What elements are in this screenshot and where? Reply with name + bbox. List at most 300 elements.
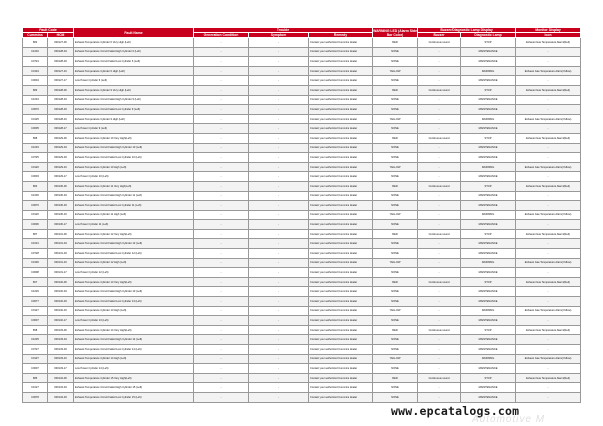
cell-hcm-code: 000127-00 (48, 38, 74, 48)
cell-generation-condition: - (194, 85, 249, 95)
cell-remedy: Contact your authorized Cummins dealer (309, 47, 373, 57)
table-row (23, 66, 581, 76)
header-diagnostic-lamp: Diagnostic Lamp (461, 33, 516, 38)
cell-fault-name: Exhaust Temperature Cylinder 13 Very High(Left) (74, 277, 194, 287)
cell-remedy: Contact your authorized Cummins dealer (309, 297, 373, 307)
cell-fault-name: Exhaust Temperature Circuit Failed High Cylinder 15 (Left) (74, 383, 194, 393)
cell-remedy: Contact your authorized Cummins dealer (309, 201, 373, 211)
cell-cummins-code: C0127 (23, 306, 48, 316)
cell-fault-name: Exhaust Temperature Cylinder 14 High (Left) (74, 354, 194, 364)
cell-cummins-code: C1026 (23, 287, 48, 297)
cell-monitor-icon: - (516, 239, 581, 249)
cell-fault-name: Exhaust Temperature Cylinder 11 Very High(Left) (74, 181, 194, 191)
table-row (23, 220, 581, 230)
table-row (23, 335, 581, 345)
cell-remedy: Contact your authorized Cummins dealer (309, 229, 373, 239)
cell-cummins-code: C0676 (23, 201, 48, 211)
cell-symptom: - (249, 191, 309, 201)
cell-diagnostic-lamp: MAINTENANCE (461, 124, 516, 134)
table-row (23, 57, 581, 67)
cell-warning-led: NONE (373, 95, 418, 105)
cell-fault-name: Exhaust Temperature Circuit Failed High Cylinder 11 (Left) (74, 191, 194, 201)
cell-warning-led: NONE (373, 392, 418, 402)
cell-cummins-code: C0126 (23, 210, 48, 220)
cell-diagnostic-lamp: MAINTENANCE (461, 392, 516, 402)
cell-symptom: - (249, 345, 309, 355)
cell-warning-led: NONE (373, 345, 418, 355)
cell-buzzer: - (418, 316, 461, 326)
header-warning-led: WARNING LED (Alarm Side Bar Color) (373, 28, 417, 37)
cell-diagnostic-lamp: MAINTENANCE (461, 383, 516, 393)
table-row (23, 95, 581, 105)
cell-fault-name: Low Power Cylinder 10 (Left) (74, 172, 194, 182)
cell-warning-led: NONE (373, 268, 418, 278)
cell-diagnostic-lamp: MAINTENANCE (461, 335, 516, 345)
cell-monitor-icon: - (516, 364, 581, 374)
cell-remedy: Contact your authorized Cummins dealer (309, 124, 373, 134)
cell-generation-condition: - (194, 162, 249, 172)
cell-hcm-code: 000132-00 (48, 277, 74, 287)
cell-diagnostic-lamp: MAINTENANCE (461, 76, 516, 86)
table-row (23, 114, 581, 124)
cell-diagnostic-lamp: STOP (461, 85, 516, 95)
cell-warning-led: NONE (373, 57, 418, 67)
cell-hcm-code: 000130-17 (48, 220, 74, 230)
cell-generation-condition: - (194, 143, 249, 153)
cell-hcm-code: 000133-00 (48, 325, 74, 335)
table-body (23, 38, 581, 403)
cell-symptom: - (249, 258, 309, 268)
cell-symptom: - (249, 85, 309, 95)
cell-buzzer: - (418, 383, 461, 393)
cell-hcm-code: 000129-17 (48, 172, 74, 182)
cell-warning-led: NONE (373, 316, 418, 326)
cell-cummins-code: C0606 (23, 220, 48, 230)
table-row (23, 325, 581, 335)
header-fault-code: Fault Code (23, 28, 74, 33)
cell-warning-led: RED (373, 181, 418, 191)
cell-generation-condition: - (194, 47, 249, 57)
cell-buzzer: - (418, 220, 461, 230)
cell-symptom: - (249, 392, 309, 402)
table-row (23, 316, 581, 326)
cell-monitor-icon: Exhaust Gas Temperature Alarm(Red) (516, 373, 581, 383)
cell-monitor-icon: Exhaust Gas Temperature Alarm(Yellow) (516, 162, 581, 172)
cell-diagnostic-lamp: WARNING (461, 210, 516, 220)
cell-cummins-code: 683 (23, 85, 48, 95)
cell-warning-led: NONE (373, 124, 418, 134)
cell-cummins-code: C1027 (23, 383, 48, 393)
table-row (23, 239, 581, 249)
table-row (23, 105, 581, 115)
header-remedy: Remedy (309, 33, 373, 38)
cell-generation-condition: - (194, 392, 249, 402)
header-buzzer: Buzzer (418, 33, 461, 38)
cell-diagnostic-lamp: STOP (461, 373, 516, 383)
cell-monitor-icon: Exhaust Gas Temperature Alarm(Yellow) (516, 354, 581, 364)
cell-buzzer: - (418, 364, 461, 374)
table-row (23, 181, 581, 191)
cell-buzzer: - (418, 105, 461, 115)
cell-warning-led: NONE (373, 220, 418, 230)
cell-generation-condition: - (194, 364, 249, 374)
cell-hcm-code: 000132-03 (48, 297, 74, 307)
cell-generation-condition: - (194, 297, 249, 307)
cell-remedy: Contact your authorized Cummins dealer (309, 364, 373, 374)
cell-fault-name: Exhaust Temperature Cylinder 9 High (Left) (74, 114, 194, 124)
cell-monitor-icon: - (516, 105, 581, 115)
cell-buzzer: - (418, 268, 461, 278)
cell-cummins-code: C0608 (23, 268, 48, 278)
cell-generation-condition: - (194, 57, 249, 67)
cell-cummins-code: C0134 (23, 66, 48, 76)
cell-remedy: Contact your authorized Cummins dealer (309, 57, 373, 67)
cell-generation-condition: - (194, 153, 249, 163)
cell-symptom: - (249, 354, 309, 364)
cell-hcm-code: 000131-16 (48, 258, 74, 268)
cell-warning-led: NONE (373, 239, 418, 249)
cell-fault-name: Low Power Cylinder 6 (Left) (74, 76, 194, 86)
cell-symptom: - (249, 172, 309, 182)
cell-buzzer: - (418, 57, 461, 67)
cell-cummins-code: C1035 (23, 335, 48, 345)
cell-hcm-code: 000129-04 (48, 143, 74, 153)
cell-remedy: Contact your authorized Cummins dealer (309, 220, 373, 230)
cell-generation-condition: - (194, 354, 249, 364)
cell-generation-condition: - (194, 201, 249, 211)
cell-warning-led: NONE (373, 172, 418, 182)
cell-fault-name: Exhaust Temperature Circuit Failed Low Cylinder 14 (Left) (74, 345, 194, 355)
cell-fault-name: Exhaust Temperature Circuit Failed Low Cylinder 11 (Left) (74, 201, 194, 211)
cell-buzzer: - (418, 172, 461, 182)
cell-warning-led: NONE (373, 249, 418, 259)
cell-warning-led: YELLOW (373, 66, 418, 76)
cell-symptom: - (249, 95, 309, 105)
cell-generation-condition: - (194, 287, 249, 297)
cell-symptom: - (249, 229, 309, 239)
cell-symptom: - (249, 66, 309, 76)
cell-diagnostic-lamp: MAINTENANCE (461, 268, 516, 278)
cell-warning-led: NONE (373, 335, 418, 345)
cell-cummins-code: C0607 (23, 316, 48, 326)
cell-generation-condition: - (194, 258, 249, 268)
cell-monitor-icon: Exhaust Gas Temperature Alarm(Yellow) (516, 306, 581, 316)
cell-remedy: Contact your authorized Cummins dealer (309, 345, 373, 355)
cell-symptom: - (249, 325, 309, 335)
cell-buzzer: - (418, 354, 461, 364)
cell-hcm-code: 000128-03 (48, 105, 74, 115)
cell-fault-name: Exhaust Temperature Circuit Failed High Cylinder 6 (Left) (74, 47, 194, 57)
table-row (23, 306, 581, 316)
cell-fault-name: Exhaust Temperature Cylinder 6 Very High (Left) (74, 38, 194, 48)
table-row (23, 373, 581, 383)
cell-monitor-icon: Exhaust Gas Temperature Alarm(Red) (516, 229, 581, 239)
cell-symptom: - (249, 364, 309, 374)
cell-cummins-code: 658 (23, 325, 48, 335)
cell-remedy: Contact your authorized Cummins dealer (309, 373, 373, 383)
cell-hcm-code: 000129-03 (48, 153, 74, 163)
table-row (23, 287, 581, 297)
fault-code-table (22, 27, 581, 403)
cell-remedy: Contact your authorized Cummins dealer (309, 258, 373, 268)
cell-diagnostic-lamp: STOP (461, 38, 516, 48)
cell-buzzer: - (418, 297, 461, 307)
cell-diagnostic-lamp: WARNING (461, 306, 516, 316)
cell-remedy: Contact your authorized Cummins dealer (309, 153, 373, 163)
cell-symptom: - (249, 114, 309, 124)
cell-symptom: - (249, 47, 309, 57)
cell-symptom: - (249, 220, 309, 230)
cell-symptom: - (249, 316, 309, 326)
cell-hcm-code: 000133-17 (48, 364, 74, 374)
cell-warning-led: RED (373, 373, 418, 383)
cell-fault-name: Exhaust Temperature Circuit Failed Low Cylinder 9 (Left) (74, 105, 194, 115)
cell-cummins-code: C1031 (23, 239, 48, 249)
cell-symptom: - (249, 210, 309, 220)
header-monitor-display: Monitor Display (516, 28, 581, 33)
cell-diagnostic-lamp: STOP (461, 325, 516, 335)
cell-generation-condition: - (194, 66, 249, 76)
cell-buzzer: - (418, 143, 461, 153)
cell-buzzer: Continuous sound (418, 373, 461, 383)
cell-symptom: - (249, 105, 309, 115)
cell-symptom: - (249, 277, 309, 287)
cell-cummins-code: C0725 (23, 153, 48, 163)
cell-monitor-icon: Exhaust Gas Temperature Alarm(Red) (516, 85, 581, 95)
cell-diagnostic-lamp: MAINTENANCE (461, 172, 516, 182)
cell-hcm-code: 000134-03 (48, 392, 74, 402)
cell-warning-led: NONE (373, 297, 418, 307)
cell-generation-condition: - (194, 38, 249, 48)
cell-monitor-icon: - (516, 316, 581, 326)
cell-cummins-code: C1030 (23, 191, 48, 201)
cell-hcm-code: 000129-16 (48, 162, 74, 172)
cell-buzzer: Continuous sound (418, 229, 461, 239)
cell-buzzer: - (418, 201, 461, 211)
table-header (23, 28, 581, 38)
cell-monitor-icon: - (516, 95, 581, 105)
cell-buzzer: Continuous sound (418, 325, 461, 335)
cell-buzzer: Continuous sound (418, 38, 461, 48)
table-row (23, 345, 581, 355)
cell-generation-condition: - (194, 373, 249, 383)
cell-fault-name: Low Power Cylinder 14 (Left) (74, 364, 194, 374)
cell-cummins-code: C1033 (23, 143, 48, 153)
cell-fault-name: Exhaust Temperature Cylinder 12 High (Left) (74, 258, 194, 268)
cell-buzzer: - (418, 345, 461, 355)
cell-monitor-icon: - (516, 172, 581, 182)
cell-monitor-icon: Exhaust Gas Temperature Alarm(Red) (516, 38, 581, 48)
cell-warning-led: YELLOW (373, 354, 418, 364)
cell-generation-condition: - (194, 345, 249, 355)
cell-hcm-code: 000131-04 (48, 239, 74, 249)
table-row (23, 354, 581, 364)
cell-generation-condition: - (194, 181, 249, 191)
cell-fault-name: Exhaust Temperature Circuit Failed Low Cylinder 6 (Left) (74, 57, 194, 67)
cell-diagnostic-lamp: MAINTENANCE (461, 201, 516, 211)
cell-remedy: Contact your authorized Cummins dealer (309, 172, 373, 182)
table-row (23, 364, 581, 374)
cell-fault-name: Exhaust Temperature Circuit Failed High Cylinder 10 (Left) (74, 143, 194, 153)
cell-diagnostic-lamp: MAINTENANCE (461, 191, 516, 201)
cell-buzzer: Continuous sound (418, 181, 461, 191)
cell-remedy: Contact your authorized Cummins dealer (309, 210, 373, 220)
cell-remedy: Contact your authorized Cummins dealer (309, 76, 373, 86)
cell-warning-led: NONE (373, 287, 418, 297)
cell-monitor-icon: - (516, 220, 581, 230)
cell-fault-name: Exhaust Temperature Cylinder 11 High (Left) (74, 210, 194, 220)
cell-hcm-code: 000133-04 (48, 335, 74, 345)
cell-fault-name: Exhaust Temperature Cylinder 9 Very High (Left) (74, 85, 194, 95)
cell-warning-led: YELLOW (373, 162, 418, 172)
cell-monitor-icon: - (516, 47, 581, 57)
cell-hcm-code: 000130-04 (48, 191, 74, 201)
cell-generation-condition: - (194, 268, 249, 278)
cell-warning-led: YELLOW (373, 210, 418, 220)
cell-symptom: - (249, 249, 309, 259)
cell-diagnostic-lamp: WARNING (461, 66, 516, 76)
cell-remedy: Contact your authorized Cummins dealer (309, 239, 373, 249)
cell-warning-led: NONE (373, 105, 418, 115)
table-row (23, 249, 581, 259)
cell-remedy: Contact your authorized Cummins dealer (309, 105, 373, 115)
cell-remedy: Contact your authorized Cummins dealer (309, 392, 373, 402)
cell-remedy: Contact your authorized Cummins dealer (309, 268, 373, 278)
cell-cummins-code: C0604 (23, 76, 48, 86)
cell-buzzer: Continuous sound (418, 277, 461, 287)
footer-url: www.epcatalogs.com (391, 404, 520, 418)
table-row (23, 133, 581, 143)
cell-buzzer: - (418, 47, 461, 57)
cell-symptom: - (249, 306, 309, 316)
cell-hcm-code: 000133-16 (48, 354, 74, 364)
cell-monitor-icon: Exhaust Gas Temperature Alarm(Red) (516, 325, 581, 335)
cell-symptom: - (249, 181, 309, 191)
cell-generation-condition: - (194, 124, 249, 134)
cell-generation-condition: - (194, 172, 249, 182)
cell-symptom: - (249, 335, 309, 345)
cell-remedy: Contact your authorized Cummins dealer (309, 181, 373, 191)
cell-symptom: - (249, 373, 309, 383)
cell-remedy: Contact your authorized Cummins dealer (309, 277, 373, 287)
cell-hcm-code: 000134-00 (48, 373, 74, 383)
cell-remedy: Contact your authorized Cummins dealer (309, 66, 373, 76)
cell-cummins-code: C0605 (23, 124, 48, 134)
cell-hcm-code: 000128-04 (48, 47, 74, 57)
cell-diagnostic-lamp: MAINTENANCE (461, 287, 516, 297)
cell-fault-name: Low Power Cylinder 9 (Left) (74, 124, 194, 134)
cell-cummins-code: C0603 (23, 172, 48, 182)
cell-monitor-icon: - (516, 191, 581, 201)
cell-remedy: Contact your authorized Cummins dealer (309, 85, 373, 95)
table-row (23, 201, 581, 211)
cell-warning-led: NONE (373, 191, 418, 201)
cell-warning-led: NONE (373, 153, 418, 163)
cell-hcm-code: 000128-16 (48, 114, 74, 124)
cell-diagnostic-lamp: MAINTENANCE (461, 249, 516, 259)
cell-remedy: Contact your authorized Cummins dealer (309, 354, 373, 364)
cell-fault-name: Exhaust Temperature Cylinder 13 High (Left) (74, 306, 194, 316)
cell-warning-led: YELLOW (373, 258, 418, 268)
cell-warning-led: RED (373, 229, 418, 239)
cell-monitor-icon: - (516, 124, 581, 134)
cell-generation-condition: - (194, 95, 249, 105)
header-trouble: Trouble (194, 28, 373, 33)
cell-fault-name: Exhaust Temperature Circuit Failed High Cylinder 9 (Left) (74, 95, 194, 105)
cell-fault-name: Exhaust Temperature Cylinder 12 Very High(Left) (74, 229, 194, 239)
cell-remedy: Contact your authorized Cummins dealer (309, 143, 373, 153)
cell-warning-led: RED (373, 133, 418, 143)
cell-diagnostic-lamp: MAINTENANCE (461, 153, 516, 163)
cell-generation-condition: - (194, 191, 249, 201)
cell-cummins-code: C0137 (23, 354, 48, 364)
cell-diagnostic-lamp: MAINTENANCE (461, 316, 516, 326)
cell-cummins-code: 684 (23, 181, 48, 191)
cell-remedy: Contact your authorized Cummins dealer (309, 114, 373, 124)
cell-diagnostic-lamp: MAINTENANCE (461, 95, 516, 105)
table-row (23, 229, 581, 239)
table-row (23, 38, 581, 48)
header-symptom: Symptom (249, 33, 309, 38)
cell-hcm-code: 000128-17 (48, 124, 74, 134)
cell-warning-led: RED (373, 38, 418, 48)
cell-remedy: Contact your authorized Cummins dealer (309, 335, 373, 345)
cell-diagnostic-lamp: MAINTENANCE (461, 143, 516, 153)
cell-hcm-code: 000130-03 (48, 201, 74, 211)
cell-symptom: - (249, 297, 309, 307)
cell-cummins-code: C0607 (23, 364, 48, 374)
cell-diagnostic-lamp: STOP (461, 277, 516, 287)
header-hcm: HCM (48, 33, 74, 38)
cell-remedy: Contact your authorized Cummins dealer (309, 191, 373, 201)
table-row (23, 277, 581, 287)
cell-monitor-icon: - (516, 57, 581, 67)
cell-diagnostic-lamp: STOP (461, 133, 516, 143)
header-fault-name: Fault Name (74, 28, 194, 38)
cell-cummins-code: 685 (23, 373, 48, 383)
cell-cummins-code: 688 (23, 133, 48, 143)
cell-generation-condition: - (194, 316, 249, 326)
cell-monitor-icon: - (516, 287, 581, 297)
watermark: Automotive M (472, 414, 546, 425)
cell-diagnostic-lamp: MAINTENANCE (461, 239, 516, 249)
cell-buzzer: - (418, 114, 461, 124)
cell-fault-name: Low Power Cylinder 13 (Left) (74, 316, 194, 326)
cell-hcm-code: 000131-00 (48, 229, 74, 239)
cell-cummins-code: C0727 (23, 345, 48, 355)
cell-hcm-code: 000129-00 (48, 133, 74, 143)
cell-cummins-code: 687 (23, 229, 48, 239)
cell-buzzer: - (418, 153, 461, 163)
table-row (23, 392, 581, 402)
cell-warning-led: RED (373, 325, 418, 335)
cell-remedy: Contact your authorized Cummins dealer (309, 162, 373, 172)
cell-cummins-code: C0728 (23, 249, 48, 259)
cell-cummins-code: C0125 (23, 114, 48, 124)
cell-remedy: Contact your authorized Cummins dealer (309, 133, 373, 143)
cell-fault-name: Exhaust Temperature Circuit Failed Low Cylinder 13 (Left) (74, 297, 194, 307)
header-cummins: Cummins (23, 33, 48, 38)
cell-monitor-icon: - (516, 153, 581, 163)
cell-hcm-code: 000127-17 (48, 76, 74, 86)
cell-cummins-code: 682 (23, 38, 48, 48)
cell-monitor-icon: - (516, 76, 581, 86)
cell-fault-name: Exhaust Temperature Circuit Failed Low Cylinder 15 (Left) (74, 392, 194, 402)
table-row (23, 47, 581, 57)
cell-generation-condition: - (194, 76, 249, 86)
cell-cummins-code: C0677 (23, 297, 48, 307)
cell-diagnostic-lamp: STOP (461, 229, 516, 239)
